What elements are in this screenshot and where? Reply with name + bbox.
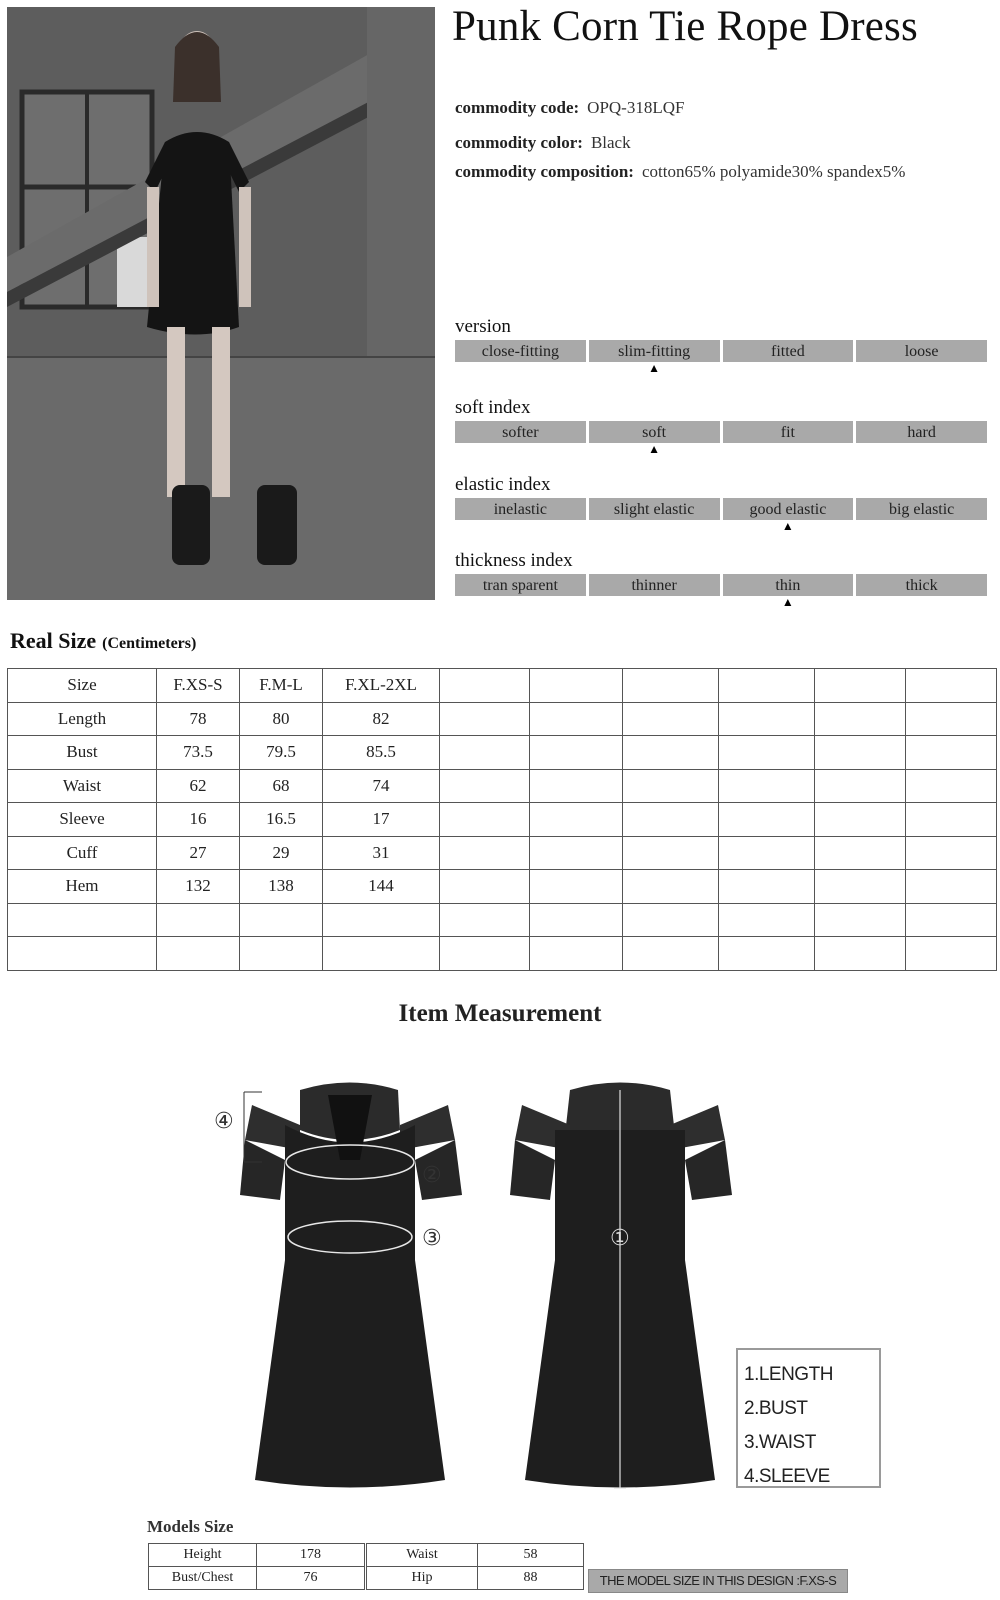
size-cell: 31 xyxy=(323,836,440,870)
elastic-index-title: elastic index xyxy=(455,474,551,495)
models-size-table-left xyxy=(148,1543,365,1590)
size-cell xyxy=(440,769,530,803)
version-marker xyxy=(455,362,586,376)
models-row xyxy=(367,1567,584,1590)
size-cell xyxy=(623,769,719,803)
size-cell xyxy=(623,870,719,904)
size-cell: F.XS-S xyxy=(157,669,240,703)
size-cell xyxy=(530,870,623,904)
elastic-index-marker xyxy=(856,520,987,534)
size-cell: 73.5 xyxy=(157,736,240,770)
size-cell: Cuff xyxy=(8,836,157,870)
soft-index-option: soft xyxy=(589,421,720,443)
elastic-index-scale xyxy=(455,474,987,534)
size-cell: Hem xyxy=(8,870,157,904)
size-cell xyxy=(815,870,906,904)
real-size-table-body xyxy=(8,669,997,971)
size-cell xyxy=(906,736,997,770)
size-row xyxy=(8,836,997,870)
size-cell xyxy=(623,903,719,937)
size-cell: 16.5 xyxy=(240,803,323,837)
size-cell xyxy=(906,669,997,703)
models-cell: Height xyxy=(149,1544,257,1567)
soft-index-title: soft index xyxy=(455,397,531,418)
size-cell xyxy=(530,803,623,837)
model-size-note: THE MODEL SIZE IN THIS DESIGN :F.XS-S xyxy=(588,1569,848,1593)
size-cell xyxy=(719,870,815,904)
commodity-composition-row xyxy=(455,162,905,182)
commodity-color-row xyxy=(455,133,631,153)
size-cell xyxy=(815,769,906,803)
elastic-index-marker: ▲ xyxy=(781,519,794,533)
size-cell: 68 xyxy=(240,769,323,803)
size-cell: Sleeve xyxy=(8,803,157,837)
size-cell: 62 xyxy=(157,769,240,803)
soft-index-marker xyxy=(856,443,987,457)
size-cell: 82 xyxy=(323,702,440,736)
legend-bust: 2.BUST xyxy=(744,1398,808,1419)
soft-index-marker xyxy=(455,443,586,457)
size-cell xyxy=(240,903,323,937)
size-cell xyxy=(440,702,530,736)
real-size-unit: (Centimeters) xyxy=(102,635,197,652)
models-cell: Hip xyxy=(367,1567,478,1590)
version-option: loose xyxy=(856,340,987,362)
elastic-index-option: good elastic xyxy=(723,498,854,520)
size-cell xyxy=(623,836,719,870)
soft-index-marker xyxy=(723,443,854,457)
size-cell: 16 xyxy=(157,803,240,837)
size-cell xyxy=(8,903,157,937)
size-cell xyxy=(440,669,530,703)
models-cell: 88 xyxy=(478,1567,584,1590)
size-cell xyxy=(719,769,815,803)
size-cell xyxy=(440,736,530,770)
size-cell: 29 xyxy=(240,836,323,870)
elastic-index-markers xyxy=(455,520,987,534)
item-measurement-title: Item Measurement xyxy=(398,1000,602,1027)
models-size-title: Models Size xyxy=(147,1517,234,1536)
size-row xyxy=(8,803,997,837)
elastic-index-option: big elastic xyxy=(856,498,987,520)
legend-length: 1.LENGTH xyxy=(744,1364,833,1385)
size-cell xyxy=(815,669,906,703)
size-cell xyxy=(906,870,997,904)
elastic-index-marker xyxy=(589,520,720,534)
thickness-index-option: thin xyxy=(723,574,854,596)
thickness-index-marker: ▲ xyxy=(781,595,794,609)
size-cell xyxy=(815,803,906,837)
size-cell: 132 xyxy=(157,870,240,904)
size-cell: 74 xyxy=(323,769,440,803)
size-cell xyxy=(440,870,530,904)
thickness-index-markers xyxy=(455,596,987,610)
size-empty-row xyxy=(8,937,997,971)
commodity-code-row xyxy=(455,98,684,118)
thickness-index-marker xyxy=(455,596,586,610)
models-cell: Bust/Chest xyxy=(149,1567,257,1590)
size-row xyxy=(8,870,997,904)
size-header-row xyxy=(8,669,997,703)
size-cell xyxy=(719,702,815,736)
commodity-composition-value: cotton65% polyamide30% spandex5% xyxy=(641,162,906,181)
models-cell: 76 xyxy=(257,1567,365,1590)
elastic-index-marker xyxy=(455,520,586,534)
size-cell xyxy=(906,769,997,803)
size-cell xyxy=(623,669,719,703)
size-cell xyxy=(623,736,719,770)
models-cell: Waist xyxy=(367,1544,478,1567)
commodity-color-value: Black xyxy=(590,133,631,152)
models-row xyxy=(149,1544,365,1567)
size-row xyxy=(8,702,997,736)
size-cell xyxy=(157,937,240,971)
size-cell xyxy=(440,803,530,837)
size-cell xyxy=(530,937,623,971)
size-cell xyxy=(719,836,815,870)
size-cell: 79.5 xyxy=(240,736,323,770)
thickness-index-marker xyxy=(856,596,987,610)
size-cell xyxy=(323,937,440,971)
soft-index-option: fit xyxy=(723,421,854,443)
size-cell xyxy=(440,836,530,870)
size-cell xyxy=(815,836,906,870)
version-scale xyxy=(455,316,987,376)
version-markers xyxy=(455,362,987,376)
size-cell xyxy=(719,903,815,937)
size-empty-row xyxy=(8,903,997,937)
marker-three: ③ xyxy=(422,1226,442,1251)
size-cell: F.XL-2XL xyxy=(323,669,440,703)
thickness-index-title: thickness index xyxy=(455,550,573,571)
size-cell xyxy=(440,937,530,971)
back-dress-drawing xyxy=(510,1083,732,1489)
thickness-index-scale xyxy=(455,550,987,610)
models-cell: 178 xyxy=(257,1544,365,1567)
size-cell xyxy=(623,803,719,837)
size-cell xyxy=(719,937,815,971)
size-cell: 80 xyxy=(240,702,323,736)
version-option: slim-fitting xyxy=(589,340,720,362)
size-cell xyxy=(323,903,440,937)
size-cell: Bust xyxy=(8,736,157,770)
product-photo xyxy=(7,7,435,600)
size-cell xyxy=(815,702,906,736)
marker-four: ④ xyxy=(214,1109,234,1134)
measurement-legend xyxy=(736,1348,881,1488)
size-cell xyxy=(623,937,719,971)
size-cell xyxy=(530,669,623,703)
models-size-table-right xyxy=(366,1543,584,1590)
elastic-index-option: inelastic xyxy=(455,498,586,520)
marker-one: ① xyxy=(610,1226,630,1251)
version-option: close-fitting xyxy=(455,340,586,362)
commodity-composition-label: commodity composition: xyxy=(455,162,634,181)
commodity-color-label: commodity color: xyxy=(455,133,583,152)
version-option: fitted xyxy=(723,340,854,362)
size-cell xyxy=(815,937,906,971)
size-cell xyxy=(623,702,719,736)
size-cell: F.M-L xyxy=(240,669,323,703)
thickness-index-marker xyxy=(589,596,720,610)
size-cell xyxy=(8,937,157,971)
commodity-code-value: OPQ-318LQF xyxy=(587,98,685,117)
size-cell xyxy=(530,736,623,770)
size-cell: 78 xyxy=(157,702,240,736)
thickness-index-option: tran sparent xyxy=(455,574,586,596)
size-cell xyxy=(719,803,815,837)
size-cell: 85.5 xyxy=(323,736,440,770)
real-size-table xyxy=(7,668,997,971)
size-cell xyxy=(240,937,323,971)
soft-index-option: softer xyxy=(455,421,586,443)
size-cell xyxy=(906,937,997,971)
measurement-drawings xyxy=(200,1050,760,1505)
front-dress-drawing xyxy=(214,1083,462,1488)
commodity-code-label: commodity code: xyxy=(455,98,580,117)
version-marker: ▲ xyxy=(648,361,661,375)
elastic-index-option: slight elastic xyxy=(589,498,720,520)
size-cell xyxy=(906,836,997,870)
models-cell: 58 xyxy=(478,1544,584,1567)
real-size-heading: Real Size xyxy=(10,628,97,653)
legend-waist: 3.WAIST xyxy=(744,1432,816,1453)
size-cell: Waist xyxy=(8,769,157,803)
version-marker xyxy=(723,362,854,376)
soft-index-scale xyxy=(455,397,987,457)
size-cell: 138 xyxy=(240,870,323,904)
soft-index-marker: ▲ xyxy=(648,442,661,456)
size-cell xyxy=(157,903,240,937)
size-cell: 144 xyxy=(323,870,440,904)
models-row xyxy=(367,1544,584,1567)
size-cell xyxy=(719,736,815,770)
size-cell xyxy=(530,836,623,870)
size-cell xyxy=(906,803,997,837)
size-cell: Length xyxy=(8,702,157,736)
models-row xyxy=(149,1567,365,1590)
size-cell xyxy=(815,903,906,937)
version-marker xyxy=(856,362,987,376)
marker-two: ② xyxy=(422,1163,442,1188)
soft-index-markers xyxy=(455,443,987,457)
version-title: version xyxy=(455,316,511,337)
real-size-title xyxy=(10,628,196,654)
size-cell xyxy=(530,769,623,803)
size-cell xyxy=(530,702,623,736)
soft-index-option: hard xyxy=(856,421,987,443)
legend-sleeve: 4.SLEEVE xyxy=(744,1466,830,1487)
size-row xyxy=(8,736,997,770)
thickness-index-option: thick xyxy=(856,574,987,596)
thickness-index-option: thinner xyxy=(589,574,720,596)
size-cell xyxy=(440,903,530,937)
size-cell xyxy=(906,702,997,736)
product-title: Punk Corn Tie Rope Dress xyxy=(452,3,918,50)
size-row xyxy=(8,769,997,803)
size-cell: 17 xyxy=(323,803,440,837)
size-cell xyxy=(719,669,815,703)
size-cell: 27 xyxy=(157,836,240,870)
size-cell xyxy=(815,736,906,770)
size-cell xyxy=(530,903,623,937)
size-cell: Size xyxy=(8,669,157,703)
size-cell xyxy=(906,903,997,937)
